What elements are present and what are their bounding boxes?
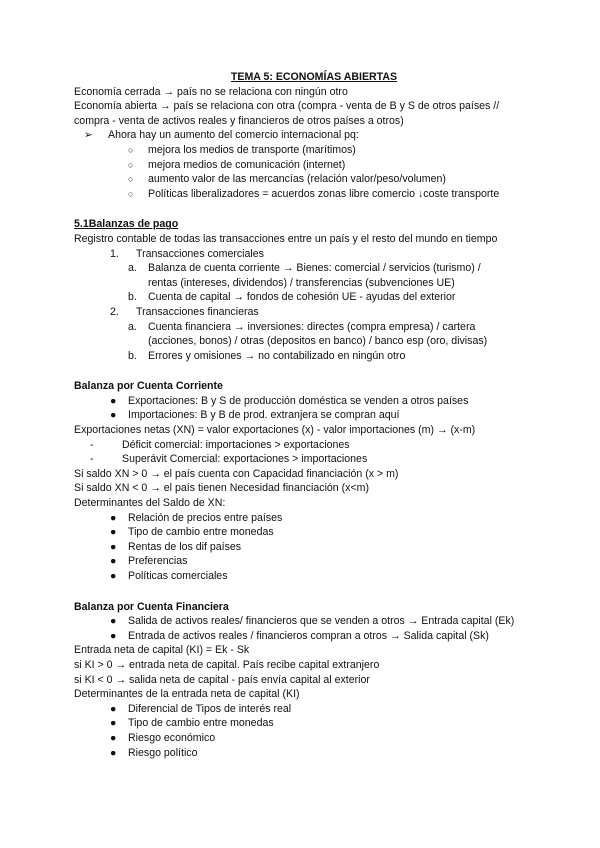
superavit-line: Superávit Comercial: exportaciones > importaciones	[122, 453, 368, 466]
item-letter: a.	[128, 320, 137, 333]
circle-bullet-icon: ○	[128, 174, 134, 185]
corriente-determinant-3: Rentas de los dif países	[128, 540, 242, 553]
item-number: 1.	[110, 247, 119, 260]
trade-reason-4: Políticas liberalizadores = acuerdos zonas libre comercio ↓coste transporte	[148, 187, 500, 200]
sub-item-text: Cuenta de capital → fondos de cohesión UE - ayudas del exterior	[148, 291, 456, 304]
dot-bullet-icon: ●	[110, 570, 117, 582]
dot-bullet-icon: ●	[110, 702, 117, 715]
corriente-determinant-4: Preferencias	[128, 555, 188, 568]
circle-bullet-icon: ○	[128, 159, 134, 170]
list-item	[74, 554, 554, 569]
dot-bullet-icon: ●	[110, 555, 117, 568]
section-heading-financiera: Balanza por Cuenta Financiera	[74, 600, 229, 613]
list-item	[74, 452, 554, 467]
financiera-bullet-2: Entrada de activos reales / financieros compran a otros → Salida capital (Sk)	[128, 629, 489, 642]
corriente-determinant-2: Tipo de cambio entre monedas	[128, 526, 274, 539]
list-item	[74, 438, 554, 453]
financiera-line-3: si KI < 0 → salida neta de capital - país envía capital al exterior	[74, 673, 370, 686]
corriente-determinant-5: Políticas comerciales	[128, 570, 228, 582]
list-item	[74, 511, 554, 526]
trade-reason-3: aumento valor de las mercancías (relación valor/peso/volumen)	[148, 173, 446, 186]
sub-item-2b	[74, 349, 554, 364]
list-item	[74, 158, 554, 173]
dot-bullet-icon: ●	[110, 746, 117, 759]
list-item	[74, 716, 554, 731]
circle-bullet-icon: ○	[128, 144, 134, 155]
item-letter: b.	[128, 291, 137, 304]
dot-bullet-icon: ●	[110, 731, 117, 744]
list-item	[74, 746, 554, 761]
sub-item-2a	[74, 320, 554, 335]
deficit-line: Déficit comercial: importaciones > exportaciones	[122, 438, 350, 451]
financiera-line-2: si KI > 0 → entrada neta de capital. País recibe capital extranjero	[74, 658, 380, 671]
financiera-determinant-1: Diferencial de Tipos de interés real	[128, 702, 292, 715]
saldo-line-3: Determinantes del Saldo de XN:	[74, 497, 226, 510]
page-title: TEMA 5: ECONOMÍAS ABIERTAS	[230, 71, 398, 83]
intro-line-2: Economía abierta → país se relaciona con otra (compra - venta de B y S de otros países //	[74, 100, 500, 113]
dot-bullet-icon: ●	[110, 394, 117, 407]
item-letter: a.	[128, 262, 137, 275]
saldo-line-2: Si saldo XN < 0 → el país tienen Necesidad financiación (x<m)	[74, 482, 370, 495]
list-item	[74, 172, 554, 187]
financiera-line-4: Determinantes de la entrada neta de capital (KI)	[74, 688, 300, 701]
list-item	[74, 408, 554, 423]
item-label: Transacciones comerciales	[136, 247, 264, 260]
corriente-bullet-1: Exportaciones: B y S de producción doméstica se venden a otros países	[128, 394, 469, 407]
item-label: Transacciones financieras	[136, 305, 259, 318]
list-item	[74, 629, 554, 644]
section-heading-balanzas: 5.1Balanzas de pago	[74, 218, 179, 231]
intro-line-1: Economía cerrada → país no se relaciona con ningún otro	[74, 85, 348, 98]
financiera-determinant-2: Tipo de cambio entre monedas	[128, 717, 274, 730]
trade-reason-2: mejora medios de comunicación (internet)	[148, 158, 346, 171]
list-item	[74, 614, 554, 629]
sub-item-continuation: rentas (intereses, dividendos) / transferencias (subvenciones UE)	[148, 276, 455, 289]
dot-bullet-icon: ●	[110, 511, 117, 524]
corriente-determinant-1: Relación de precios entre países	[128, 511, 283, 524]
saldo-line-1: Si saldo XN > 0 → el país cuenta con Capacidad financiación (x > m)	[74, 467, 399, 480]
dot-bullet-icon: ●	[110, 526, 117, 539]
sub-item-text: Errores y omisiones → no contabilizado en ningún otro	[148, 349, 406, 362]
dot-bullet-icon: ●	[110, 717, 117, 730]
sub-item-1a	[74, 261, 554, 276]
intro-line-3: compra - venta de activos reales y financieros de otros países a otros)	[74, 114, 404, 127]
numbered-item-1	[74, 247, 554, 262]
numbered-item-2	[74, 305, 554, 320]
trade-point	[74, 128, 554, 143]
corriente-bullet-2: Importaciones: B y B de prod. extranjera se compran aquí	[128, 409, 400, 422]
item-letter: b.	[128, 349, 137, 362]
list-item	[74, 540, 554, 555]
sub-item-1b	[74, 290, 554, 305]
dash-bullet-icon: -	[90, 438, 94, 451]
financiera-determinant-4: Riesgo político	[128, 746, 198, 759]
sub-item-text: Balanza de cuenta corriente → Bienes: comercial / servicios (turismo) /	[148, 262, 481, 275]
list-item	[74, 731, 554, 746]
sub-item-text: Cuenta financiera → inversiones: directes (compra empresa) / cartera	[148, 320, 476, 333]
document-content	[74, 70, 554, 760]
financiera-determinant-3: Riesgo económico	[128, 731, 216, 744]
trade-reason-1: mejora los medios de transporte (marítimos)	[148, 143, 356, 156]
list-item	[74, 187, 554, 202]
net-exports-line: Exportaciones netas (XN) = valor exportaciones (x) - valor importaciones (m) → (x-m)	[74, 424, 476, 437]
trade-point-text: Ahora hay un aumento del comercio internacional pq:	[108, 129, 359, 142]
section-heading-corriente: Balanza por Cuenta Corriente	[74, 380, 223, 393]
dot-bullet-icon: ●	[110, 629, 117, 642]
list-item	[74, 143, 554, 158]
arrow-bullet-icon: ➢	[84, 129, 93, 142]
financiera-line-1: Entrada neta de capital (KI) = Ek - Sk	[74, 644, 250, 657]
dot-bullet-icon: ●	[110, 540, 117, 553]
item-number: 2.	[110, 305, 119, 318]
circle-bullet-icon: ○	[128, 188, 134, 199]
financiera-bullet-1: Salida de activos reales/ financieros que se venden a otros → Entrada capital (Ek)	[128, 615, 515, 628]
sub-item-continuation: (acciones, bonos) / otras (depositos en banco) / banco esp (oro, divisas)	[148, 335, 488, 348]
list-item	[74, 569, 554, 584]
section-definition: Registro contable de todas las transacciones entre un país y el resto del mundo en tiempo	[74, 232, 498, 245]
list-item	[74, 525, 554, 540]
dash-bullet-icon: -	[90, 453, 94, 466]
list-item	[74, 702, 554, 717]
list-item	[74, 394, 554, 409]
dot-bullet-icon: ●	[110, 409, 117, 422]
dot-bullet-icon: ●	[110, 615, 117, 628]
